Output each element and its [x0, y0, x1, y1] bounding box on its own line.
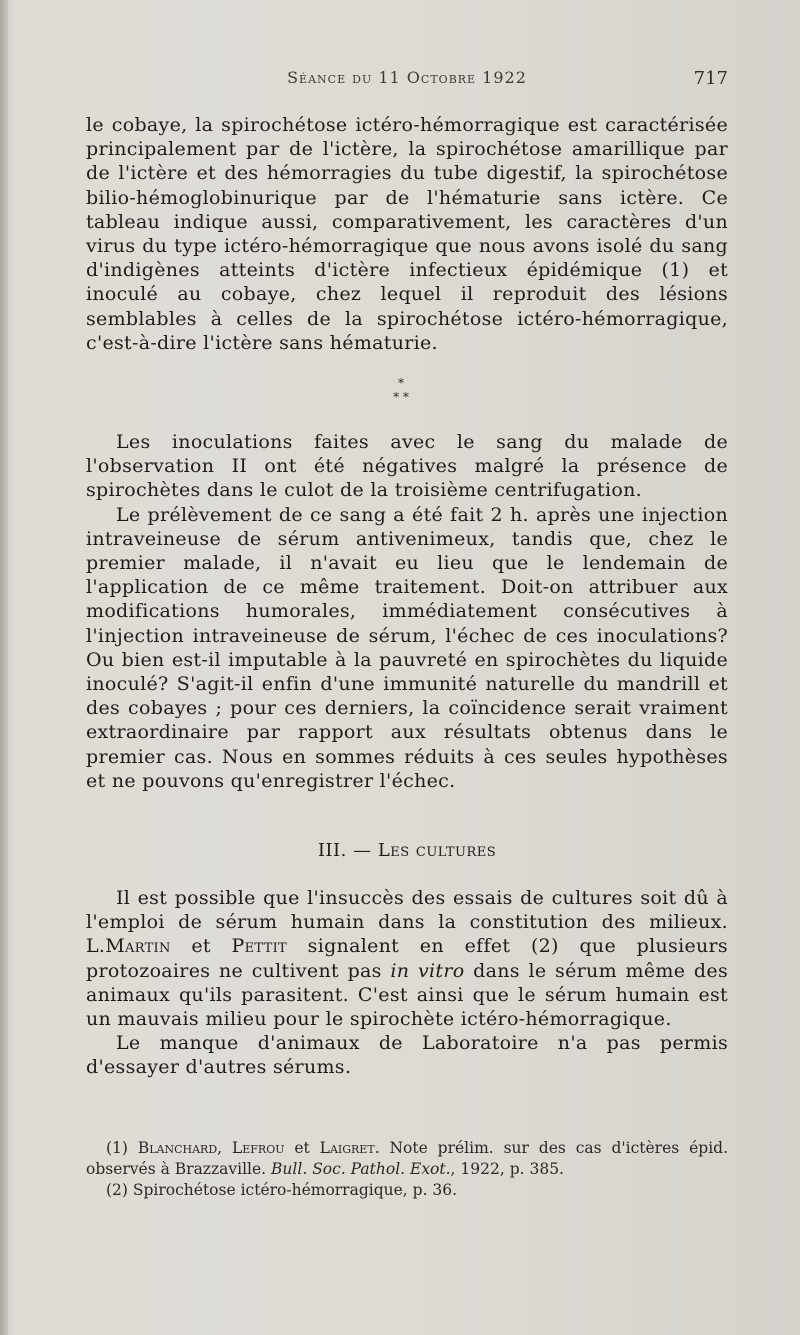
author-martin: Martin — [105, 935, 171, 958]
footnote-1-author-3: Laigret — [319, 1139, 375, 1157]
footnote-1-journal: Bull. Soc. Pathol. Exot. — [271, 1160, 451, 1178]
paragraph-continuation — [86, 113, 728, 355]
footnote-1 — [86, 1138, 728, 1180]
footnotes — [86, 1138, 728, 1201]
paragraph-1: le cobaye, la spirochétose ictéro-hémorragique est caractérisée principalement par de l'ictère, la spirochétose amarillique par de l'ictère et des hémorragies du tube digestif, la spirochétose bilio-hémoglobinurique par de l'hématurie sans ictère. Ce tableau indique aussi, comparativement, les caractères d'un virus du type ictéro-hémorragique que nous avons isolé du sang d'indigènes atteints d'ictère infectieux épidémique (1) et inoculé au cobaye, chez lequel il reproduit des lésions semblables à celles de la spirochétose ictéro-hémorragique, c'est-à-dire l'ictère sans hématurie. — [86, 114, 728, 354]
paragraph-4-part-4: dans le sérum même des animaux qu'ils parasitent. C'est ainsi que le sérum humain est un mauvais milieu pour le spirochète ictéro-hémorragique. — [86, 959, 728, 1031]
section-heading — [86, 840, 728, 861]
running-title: Séance du 11 Octobre 1922 — [287, 68, 527, 87]
footnote-1-ref: , 1922, p. 385. — [450, 1160, 564, 1178]
cultures-section — [86, 886, 728, 1080]
paragraph-4-part-1: Il est possible que l'insuccès des essais de cultures soit dû à l'emploi de sérum humain dans la constitution des milieux. L. — [86, 887, 728, 958]
footnote-1-marker: (1) — [106, 1139, 138, 1157]
asterism-separator — [376, 376, 426, 410]
running-head — [86, 68, 728, 94]
asterism-top: * — [398, 376, 404, 390]
section-number: III. — — [317, 840, 372, 861]
asterism-bottom: * * — [393, 390, 409, 404]
footnote-1-text: . Note prélim. sur des cas d'ictères épid. observés à Brazzaville. — [86, 1139, 728, 1178]
paragraph-4-part-3: signalent en effet (2) que plusieurs protozoaires ne cultivent pas — [86, 935, 728, 982]
footnote-1-authors: Blanchard, Lefrou — [137, 1139, 285, 1157]
page-number: 717 — [693, 68, 728, 89]
page-edge-shadow — [0, 0, 8, 1335]
observation-section — [86, 430, 728, 793]
in-vitro-italic: in vitro — [390, 959, 465, 982]
footnote-2: (2) Spirochétose ictéro-hémorragique, p. 36. — [106, 1181, 458, 1199]
footnote-1-and: et — [284, 1139, 320, 1157]
paragraph-2: Les inoculations faites avec le sang du malade de l'observation II ont été négatives malgré la présence de spirochètes dans le culot de la troisième centrifugation. — [86, 431, 728, 502]
paragraph-4-part-2: et — [170, 935, 232, 958]
section-title: Les cultures — [377, 840, 497, 861]
paragraph-3: Le prélèvement de ce sang a été fait 2 h. après une injection intraveineuse de sérum antivenimeux, tandis que, chez le premier malade, il n'avait eu lieu que le lendemain de l'application de ce même traitement. Doit-on attribuer aux modifications humorales, immédiatement consécutives à l'injection intraveineuse de sérum, l'échec de ces inoculations? Ou bien est-il imputable à la pauvreté en spirochètes du liquide inoculé? S'agit-il enfin d'une immunité naturelle du mandrill et des cobayes ; pour ces derniers, la coïncidence serait vraiment extraordinaire par rapport aux résultats obtenus dans le premier cas. Nous en sommes réduits à ces seules hypothèses et ne pouvons qu'enregistrer l'échec. — [86, 503, 728, 792]
author-pettit: Pettit — [231, 935, 287, 958]
paragraph-5: Le manque d'animaux de Laboratoire n'a pas permis d'essayer d'autres sérums. — [86, 1032, 728, 1079]
paragraph-4 — [86, 886, 728, 1031]
